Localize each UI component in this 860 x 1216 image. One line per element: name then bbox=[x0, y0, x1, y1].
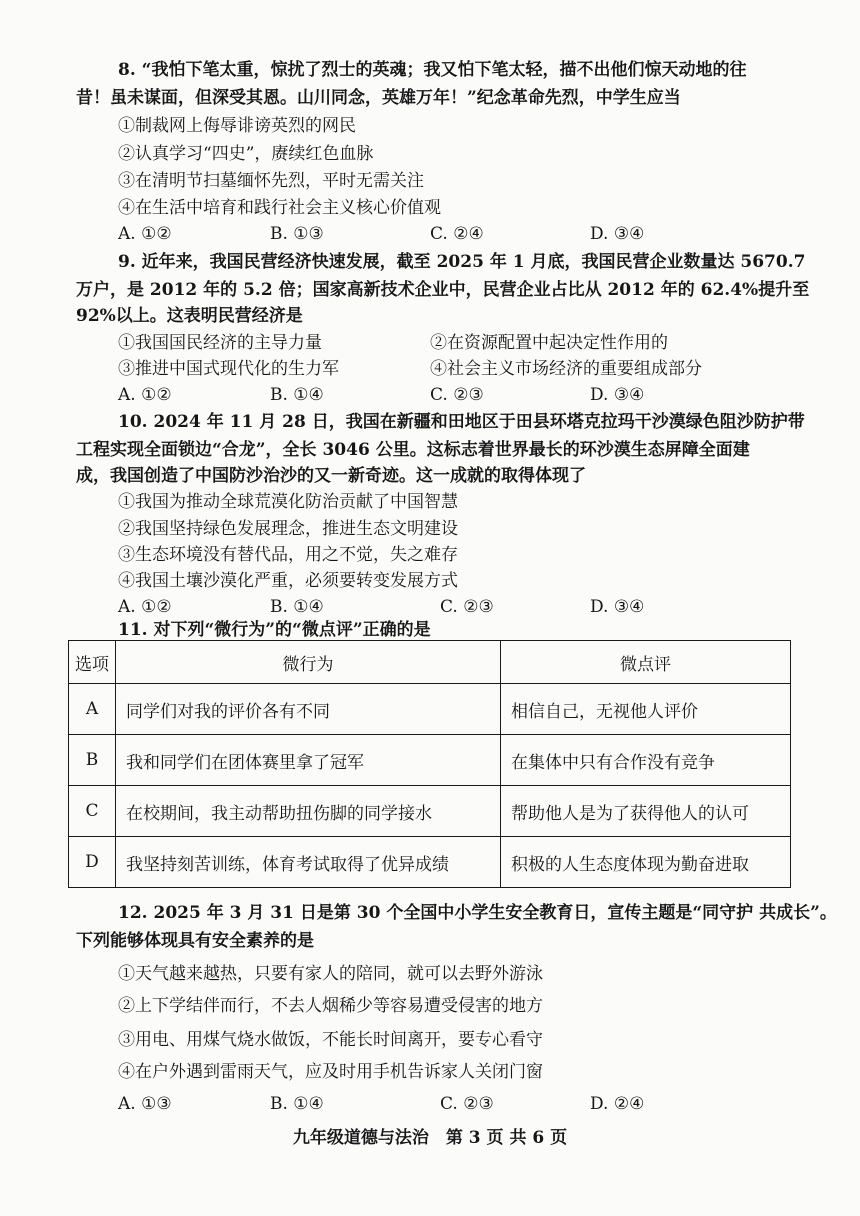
q12-choice-c: C. ②③ bbox=[440, 1094, 494, 1114]
table-row bbox=[69, 735, 791, 786]
row-option: C bbox=[69, 786, 116, 837]
q8-choice-a: A. ①② bbox=[118, 224, 172, 244]
q10-statement-3: ③生态环境没有替代品，用之不觉，失之难存 bbox=[118, 545, 458, 565]
q10-stem-line-3: 成，我国创造了中国防沙治沙的又一新奇迹。这一成就的取得体现了 bbox=[76, 466, 586, 486]
row-behavior: 同学们对我的评价各有不同 bbox=[116, 684, 501, 735]
q8-choice-b: B. ①③ bbox=[270, 224, 324, 244]
row-option: D bbox=[69, 837, 116, 888]
table-header-option: 选项 bbox=[69, 641, 116, 684]
q8-statement-3: ③在清明节扫墓缅怀先烈，平时无需关注 bbox=[118, 171, 424, 191]
q10-choice-d: D. ③④ bbox=[590, 597, 645, 617]
q8-stem-line-2: 昔！虽未谋面，但深受其恩。山川同念，英雄万年！”纪念革命先烈，中学生应当 bbox=[76, 88, 681, 108]
q8-statement-4: ④在生活中培育和践行社会主义核心价值观 bbox=[118, 198, 441, 218]
row-behavior: 我坚持刻苦训练，体育考试取得了优异成绩 bbox=[116, 837, 501, 888]
q12-statement-4: ④在户外遇到雷雨天气，应及时用手机告诉家人关闭门窗 bbox=[118, 1062, 543, 1082]
q10-choice-c: C. ②③ bbox=[440, 597, 494, 617]
q8-statement-2: ②认真学习“四史”，赓续红色血脉 bbox=[118, 144, 374, 164]
q10-choice-a: A. ①② bbox=[118, 597, 172, 617]
q8-statement-1: ①制裁网上侮辱诽谤英烈的网民 bbox=[118, 116, 356, 136]
table-header-row bbox=[69, 641, 791, 684]
row-option: B bbox=[69, 735, 116, 786]
q9-choice-a: A. ①② bbox=[118, 385, 172, 405]
q10-choice-b: B. ①④ bbox=[270, 597, 324, 617]
q9-choice-b: B. ①④ bbox=[270, 385, 324, 405]
table-row bbox=[69, 837, 791, 888]
q8-choice-d: D. ③④ bbox=[590, 224, 645, 244]
row-comment: 在集体中只有合作没有竞争 bbox=[501, 735, 791, 786]
q11-stem: 11. 对下列“微行为”的“微点评”正确的是 bbox=[118, 620, 431, 640]
q10-statement-1: ①我国为推动全球荒漠化防治贡献了中国智慧 bbox=[118, 492, 458, 512]
q9-statement-2: ②在资源配置中起决定性作用的 bbox=[430, 333, 668, 353]
q10-statement-4: ④我国土壤沙漠化严重，必须要转变发展方式 bbox=[118, 571, 458, 591]
q11-table bbox=[68, 640, 791, 888]
row-behavior: 我和同学们在团体赛里拿了冠军 bbox=[116, 735, 501, 786]
q8-choice-c: C. ②④ bbox=[430, 224, 484, 244]
q9-statement-3: ③推进中国式现代化的生力军 bbox=[118, 359, 339, 379]
table-row bbox=[69, 786, 791, 837]
q8-stem-line-1: 8. “我怕下笔太重，惊扰了烈士的英魂；我又怕下笔太轻，描不出他们惊天动地的往 bbox=[118, 60, 747, 80]
table-header-behavior: 微行为 bbox=[116, 641, 501, 684]
q9-choice-d: D. ③④ bbox=[590, 385, 645, 405]
row-comment: 帮助他人是为了获得他人的认可 bbox=[501, 786, 791, 837]
q12-statement-1: ①天气越来越热，只要有家人的陪同，就可以去野外游泳 bbox=[118, 964, 543, 984]
q10-stem-line-2: 工程实现全面锁边“合龙”，全长 3046 公里。这标志着世界最长的环沙漠生态屏障全面建 bbox=[76, 440, 750, 460]
q10-stem-line-1: 10. 2024 年 11 月 28 日，我国在新疆和田地区于田县环塔克拉玛干沙漠绿色阻沙防护带 bbox=[118, 412, 805, 432]
q12-choice-d: D. ②④ bbox=[590, 1094, 645, 1114]
q12-statement-2: ②上下学结伴而行，不去人烟稀少等容易遭受侵害的地方 bbox=[118, 996, 543, 1016]
q10-statement-2: ②我国坚持绿色发展理念，推进生态文明建设 bbox=[118, 519, 458, 539]
page-footer: 九年级道德与法治 第 3 页 共 6 页 bbox=[292, 1128, 568, 1148]
q12-choice-b: B. ①④ bbox=[270, 1094, 324, 1114]
q12-stem-line-1: 12. 2025 年 3 月 31 日是第 30 个全国中小学生安全教育日，宣传主题是“同守护 共成长”。 bbox=[118, 903, 837, 923]
q12-statement-3: ③用电、用煤气烧水做饭，不能长时间离开，要专心看守 bbox=[118, 1030, 543, 1050]
q9-stem-line-2: 万户，是 2012 年的 5.2 倍；国家高新技术企业中，民营企业占比从 2012 年的 62.4%提升至 bbox=[76, 280, 810, 300]
q9-stem-line-1: 9. 近年来，我国民营经济快速发展，截至 2025 年 1 月底，我国民营企业数量达 5670.7 bbox=[118, 252, 806, 272]
q9-choice-c: C. ②③ bbox=[430, 385, 484, 405]
q12-choice-a: A. ①③ bbox=[118, 1094, 172, 1114]
q9-statement-1: ①我国国民经济的主导力量 bbox=[118, 333, 322, 353]
row-comment: 积极的人生态度体现为勤奋进取 bbox=[501, 837, 791, 888]
q9-statement-4: ④社会主义市场经济的重要组成部分 bbox=[430, 359, 702, 379]
q12-stem-line-2: 下列能够体现具有安全素养的是 bbox=[76, 931, 314, 951]
table-header-comment: 微点评 bbox=[501, 641, 791, 684]
row-comment: 相信自己，无视他人评价 bbox=[501, 684, 791, 735]
row-option: A bbox=[69, 684, 116, 735]
table-row bbox=[69, 684, 791, 735]
row-behavior: 在校期间，我主动帮助扭伤脚的同学接水 bbox=[116, 786, 501, 837]
q9-stem-line-3: 92%以上。这表明民营经济是 bbox=[76, 306, 303, 326]
